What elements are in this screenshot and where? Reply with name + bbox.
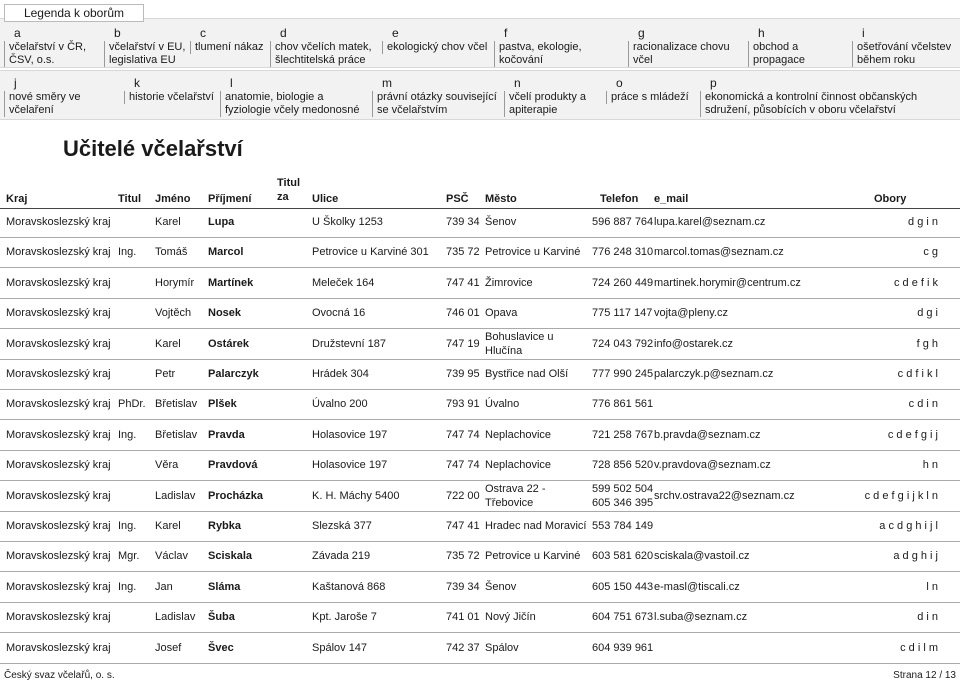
legend-letter: i — [862, 26, 865, 40]
header-mesto: Město — [485, 193, 517, 205]
legend-category-k — [124, 75, 216, 104]
cell-prijmeni: Lupa — [208, 216, 235, 228]
cell-ulice: Závada 219 — [312, 550, 371, 563]
legend-category-c — [190, 25, 266, 54]
cell-kraj: Moravskoslezský kraj — [6, 459, 111, 472]
legend-letter: c — [200, 26, 206, 40]
cell-ulice: Úvalno 200 — [312, 398, 368, 411]
cell-psc: 747 74 — [446, 459, 480, 472]
legend-letter: m — [382, 76, 392, 90]
cell-obory: c g — [923, 246, 938, 259]
cell-prijmeni: Sciskala — [208, 550, 253, 563]
legend-letter: d — [280, 26, 287, 40]
legend-category-i — [852, 25, 960, 67]
cell-psc: 741 01 — [446, 611, 480, 624]
page-title: Učitelé včelařství — [63, 136, 243, 161]
cell-mesto: Bystřice nad Olší — [485, 368, 569, 380]
cell-obory: c d i l m — [900, 641, 938, 654]
legend-text: ekonomická a kontrolní činnost občanských sdružení, působících v oboru včelařství — [700, 91, 956, 117]
legend-text: anatomie, biologie a fyziologie včely medonosné — [220, 91, 368, 117]
legend-text: včelí produkty a apiterapie — [504, 91, 602, 117]
legend-letter: n — [514, 76, 521, 90]
cell-telefon: 776 248 310 — [592, 246, 654, 259]
table-row — [0, 299, 960, 329]
cell-telefon: 603 581 620 — [592, 550, 654, 563]
legend-letter: f — [504, 26, 508, 40]
cell-titul: Mgr. — [118, 550, 140, 563]
cell-obory: a d g h i j — [893, 550, 938, 563]
cell-psc: 746 01 — [446, 307, 480, 320]
cell-mesto: Bohuslavice u Hlučína — [485, 330, 554, 357]
cell-kraj: Moravskoslezský kraj — [6, 641, 111, 654]
legend-text: tlumení nákaz — [190, 41, 266, 54]
cell-prijmeni: Martínek — [208, 276, 254, 289]
cell-jmeno: Ladislav — [155, 611, 196, 624]
cell-email[interactable]: v.pravdova@seznam.cz — [654, 459, 771, 472]
cell-jmeno: Josef — [155, 641, 182, 654]
header-prijmeni: Příjmení — [208, 193, 252, 205]
legend-category-a — [4, 25, 98, 67]
cell-email[interactable]: info@ostarek.cz — [654, 337, 734, 350]
legend-letter: e — [392, 26, 399, 40]
cell-psc: 722 00 — [446, 489, 480, 502]
legend-letter: p — [710, 76, 717, 90]
cell-titul: PhDr. — [118, 398, 146, 411]
legend-band-2 — [0, 70, 960, 120]
cell-obory: l n — [926, 580, 938, 593]
cell-psc: 739 34 — [446, 580, 480, 593]
legend-text: racionalizace chovu včel — [628, 41, 744, 67]
legend-text: pastva, ekologie, kočování — [494, 41, 624, 67]
cell-psc: 735 72 — [446, 246, 480, 259]
cell-jmeno: Karel — [155, 337, 181, 350]
cell-jmeno: Horymír — [155, 276, 195, 289]
cell-ulice: Holasovice 197 — [312, 428, 388, 441]
cell-telefon: 721 258 767 — [592, 428, 654, 441]
cell-ulice: Kpt. Jaroše 7 — [312, 611, 377, 624]
cell-prijmeni: Marcol — [208, 246, 244, 259]
cell-email[interactable]: vojta@pleny.cz — [654, 307, 728, 320]
legend-category-h — [748, 25, 848, 67]
cell-telefon: 724 260 449 — [592, 276, 654, 289]
legend-letter: l — [230, 76, 233, 90]
cell-ulice: Ovocná 16 — [312, 307, 366, 320]
cell-ulice: Petrovice u Karviné 301 — [312, 246, 429, 259]
cell-psc: 747 41 — [446, 276, 480, 289]
cell-prijmeni: Procházka — [208, 489, 264, 502]
cell-jmeno: Jan — [155, 580, 173, 593]
cell-email[interactable]: l.suba@seznam.cz — [654, 611, 748, 624]
cell-jmeno: Vojtěch — [155, 307, 192, 320]
cell-telefon: 724 043 792 — [592, 337, 654, 350]
cell-ulice: Družstevní 187 — [312, 337, 386, 350]
table-row — [0, 330, 960, 360]
cell-ulice: Kaštanová 868 — [312, 580, 386, 593]
table-row — [0, 512, 960, 542]
cell-titul: Ing. — [118, 520, 137, 532]
cell-obory: f g h — [916, 337, 938, 350]
cell-obory: c d e f i k — [893, 276, 938, 289]
cell-jmeno: Ladislav — [155, 489, 196, 502]
cell-ulice: Meleček 164 — [312, 276, 375, 289]
table-row — [0, 360, 960, 390]
cell-mesto: Ostrava 22 - Třebovice — [485, 482, 546, 509]
cell-mesto: Petrovice u Karviné — [485, 246, 581, 259]
cell-obory: c d f i k l — [897, 368, 938, 380]
legend-category-j — [4, 75, 120, 117]
legend-text: právní otázky související se včelařstvím — [372, 91, 500, 117]
cell-kraj: Moravskoslezský kraj — [6, 216, 111, 228]
cell-obory: c d i n — [908, 398, 938, 411]
legend-category-b — [104, 25, 188, 67]
legend-category-l — [220, 75, 368, 117]
cell-prijmeni: Plšek — [208, 398, 237, 411]
cell-telefon: 599 502 504 605 346 395 — [592, 482, 654, 509]
cell-kraj: Moravskoslezský kraj — [6, 368, 111, 380]
cell-email[interactable]: marcol.tomas@seznam.cz — [654, 246, 784, 259]
header-email: e_mail — [654, 193, 689, 205]
legend-letter: h — [758, 26, 765, 40]
table-row — [0, 269, 960, 299]
cell-prijmeni: Švec — [208, 641, 234, 654]
cell-kraj: Moravskoslezský kraj — [6, 489, 111, 502]
cell-mesto: Spálov — [485, 641, 519, 654]
cell-jmeno: Tomáš — [155, 246, 188, 259]
cell-telefon: 776 861 561 — [592, 398, 654, 411]
cell-prijmeni: Pravda — [208, 428, 245, 441]
legend-text: ekologický chov včel — [382, 41, 490, 54]
cell-titul: Ing. — [118, 580, 137, 593]
legend-tab[interactable]: Legenda k oborům — [4, 4, 144, 22]
cell-mesto: Nový Jičín — [485, 611, 536, 624]
cell-ulice: Hrádek 304 — [312, 368, 369, 380]
cell-jmeno: Věra — [155, 459, 179, 472]
cell-jmeno: Václav — [155, 550, 189, 563]
legend-letter: g — [638, 26, 645, 40]
table-row — [0, 208, 960, 238]
header-telefon: Telefon — [600, 193, 639, 205]
cell-titul: Ing. — [118, 428, 137, 441]
cell-jmeno: Břetislav — [155, 428, 198, 441]
cell-jmeno: Karel — [155, 520, 181, 532]
cell-jmeno: Petr — [155, 368, 176, 380]
cell-psc: 793 91 — [446, 398, 480, 411]
legend-category-o — [606, 75, 696, 104]
cell-mesto: Úvalno — [485, 398, 520, 411]
cell-titul: Ing. — [118, 246, 137, 259]
header-titul: Titul — [118, 193, 142, 205]
cell-email[interactable]: sciskala@vastoil.cz — [654, 550, 750, 563]
cell-telefon: 553 784 149 — [592, 520, 654, 532]
cell-obory: d i n — [917, 611, 938, 624]
cell-kraj: Moravskoslezský kraj — [6, 307, 111, 320]
legend-category-e — [382, 25, 490, 54]
cell-mesto: Šenov — [485, 580, 517, 593]
cell-telefon: 605 150 443 — [592, 580, 654, 593]
legend-text: historie včelařství — [124, 91, 216, 104]
legend-text: ošetřování včelstev během roku — [852, 41, 960, 67]
legend-text: včelařství v EU, legislativa EU — [104, 41, 188, 67]
cell-prijmeni: Sláma — [208, 580, 241, 593]
legend-text: chov včelích matek, šlechtitelská práce — [270, 41, 378, 67]
table-row — [0, 451, 960, 481]
header-kraj: Kraj — [6, 193, 28, 205]
cell-kraj: Moravskoslezský kraj — [6, 337, 111, 350]
legend-category-p — [700, 75, 956, 117]
cell-prijmeni: Palarczyk — [208, 368, 259, 380]
cell-kraj: Moravskoslezský kraj — [6, 580, 111, 593]
cell-email[interactable]: srchv.ostrava22@seznam.cz — [654, 489, 795, 502]
footer-page-number: Strana 12 / 13 — [893, 670, 956, 681]
cell-mesto: Neplachovice — [485, 428, 552, 441]
table-header — [0, 174, 960, 209]
table-row — [0, 421, 960, 451]
header-ulice: Ulice — [312, 193, 339, 205]
cell-mesto: Hradec nad Moravicí — [485, 520, 587, 532]
legend-category-n — [504, 75, 602, 117]
cell-jmeno: Karel — [155, 216, 181, 228]
cell-prijmeni: Nosek — [208, 307, 242, 320]
table-row — [0, 603, 960, 633]
cell-telefon: 596 887 764 — [592, 216, 654, 228]
cell-kraj: Moravskoslezský kraj — [6, 611, 111, 624]
table-row — [0, 390, 960, 420]
cell-obory: d g i — [917, 307, 938, 320]
cell-obory: h n — [922, 459, 938, 472]
cell-psc: 735 72 — [446, 550, 480, 563]
legend-letter: o — [616, 76, 623, 90]
cell-psc: 747 74 — [446, 428, 480, 441]
legend-text: nové směry ve včelaření — [4, 91, 120, 117]
cell-telefon: 604 939 961 — [592, 641, 654, 654]
cell-telefon: 604 751 673 — [592, 611, 654, 624]
cell-mesto: Žimrovice — [485, 276, 533, 289]
cell-email[interactable]: b.pravda@seznam.cz — [654, 428, 761, 441]
cell-ulice: U Školky 1253 — [312, 216, 383, 228]
header-obory: Obory — [874, 193, 907, 205]
legend-text: obchod a propagace — [748, 41, 848, 67]
cell-telefon: 777 990 245 — [592, 368, 654, 380]
cell-prijmeni: Rybka — [208, 520, 242, 532]
cell-obory: d g i n — [908, 216, 938, 228]
cell-psc: 747 19 — [446, 337, 480, 350]
cell-prijmeni: Pravdová — [208, 459, 258, 472]
cell-jmeno: Břetislav — [155, 398, 198, 411]
legend-letter: a — [14, 26, 21, 40]
cell-email[interactable]: e-masl@tiscali.cz — [654, 580, 740, 593]
legend-text: práce s mládeží — [606, 91, 696, 104]
cell-kraj: Moravskoslezský kraj — [6, 398, 111, 411]
cell-kraj: Moravskoslezský kraj — [6, 246, 111, 259]
legend-category-g — [628, 25, 744, 67]
cell-obory: a c d g h i j l — [879, 520, 938, 532]
cell-mesto: Neplachovice — [485, 459, 552, 472]
cell-prijmeni: Šuba — [208, 611, 235, 624]
legend-letter: b — [114, 26, 121, 40]
cell-psc: 739 95 — [446, 368, 480, 380]
cell-mesto: Petrovice u Karviné — [485, 550, 581, 563]
cell-psc: 739 34 — [446, 216, 480, 228]
table-row — [0, 573, 960, 603]
cell-prijmeni: Ostárek — [208, 337, 249, 350]
table-row — [0, 542, 960, 572]
legend-category-f — [494, 25, 624, 67]
footer-left: Český svaz včelařů, o. s. — [4, 670, 115, 681]
cell-mesto: Opava — [485, 307, 518, 320]
cell-kraj: Moravskoslezský kraj — [6, 520, 111, 532]
cell-ulice: Slezská 377 — [312, 520, 372, 532]
legend-category-d — [270, 25, 378, 67]
header-psc: PSČ — [446, 193, 469, 205]
table-row — [0, 238, 960, 268]
cell-email[interactable]: palarczyk.p@seznam.cz — [654, 368, 774, 380]
cell-psc: 747 41 — [446, 520, 480, 532]
cell-telefon: 775 117 147 — [592, 307, 653, 320]
cell-email[interactable]: martinek.horymir@centrum.cz — [654, 276, 801, 289]
cell-mesto: Šenov — [485, 216, 517, 228]
legend-category-m — [372, 75, 500, 117]
cell-psc: 742 37 — [446, 641, 480, 654]
table-row — [0, 482, 960, 512]
cell-ulice: Spálov 147 — [312, 641, 368, 654]
cell-obory: c d e f g i j — [887, 428, 938, 441]
header-titul-za: Titul za — [277, 177, 301, 203]
cell-obory: c d e f g i j k l n — [864, 489, 938, 502]
legend-letter: k — [134, 76, 140, 90]
cell-email[interactable]: lupa.karel@seznam.cz — [654, 216, 766, 228]
legend-band-1 — [0, 18, 960, 68]
cell-ulice: K. H. Máchy 5400 — [312, 489, 400, 502]
cell-kraj: Moravskoslezský kraj — [6, 276, 111, 289]
cell-kraj: Moravskoslezský kraj — [6, 550, 111, 563]
cell-telefon: 728 856 520 — [592, 459, 654, 472]
cell-ulice: Holasovice 197 — [312, 459, 388, 472]
table-row — [0, 634, 960, 664]
cell-kraj: Moravskoslezský kraj — [6, 428, 111, 441]
header-jmeno: Jméno — [155, 193, 191, 205]
legend-text: včelařství v ČR, ČSV, o.s. — [4, 41, 98, 67]
legend-letter: j — [14, 76, 17, 90]
